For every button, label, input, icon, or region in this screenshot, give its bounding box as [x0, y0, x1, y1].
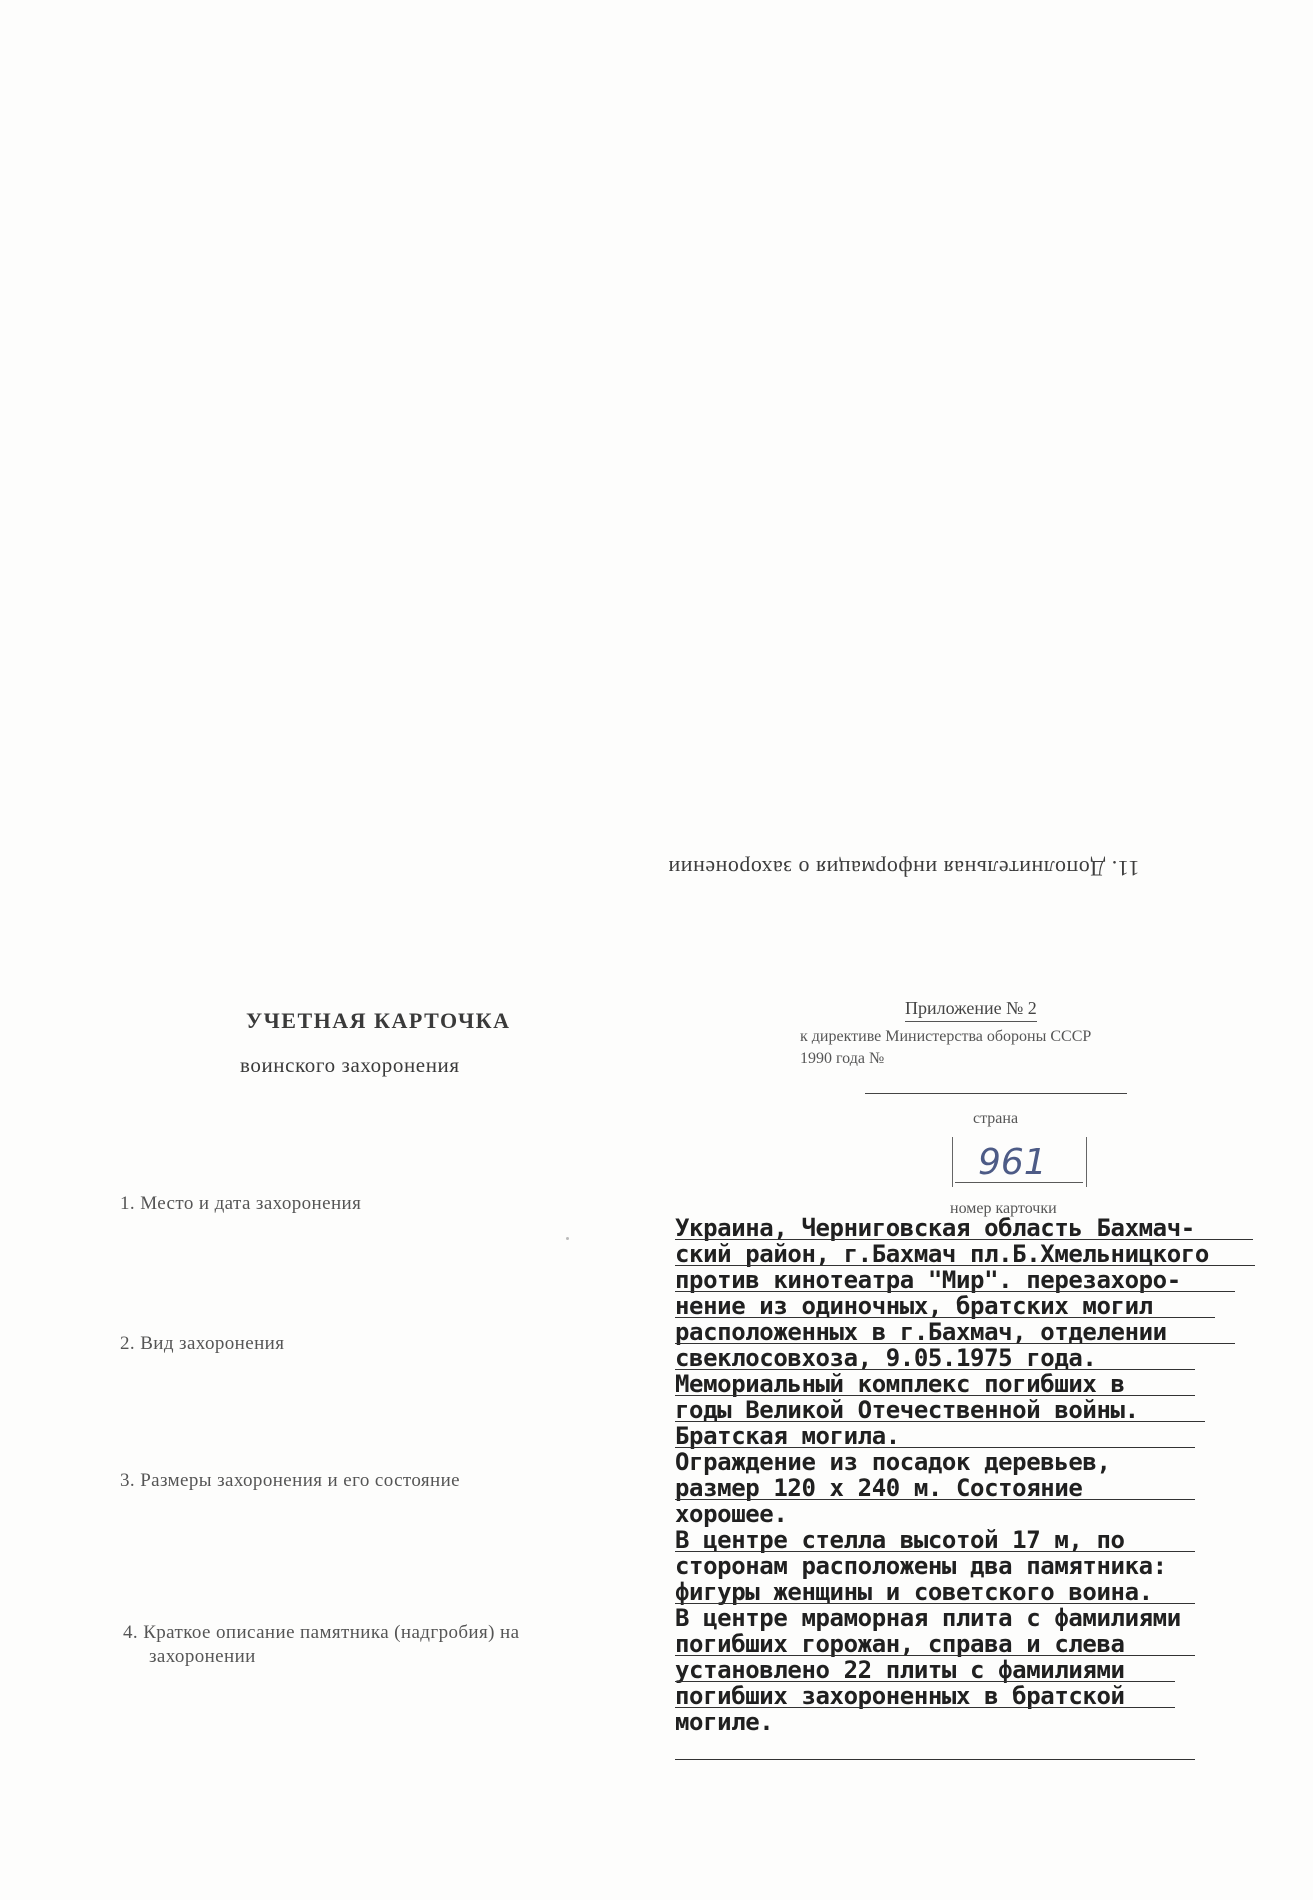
- answer-line: Братская могила.: [675, 1422, 900, 1450]
- answer-rule: [675, 1317, 1215, 1318]
- answer-line: Ограждение из посадок деревьев,: [675, 1448, 1111, 1476]
- stray-mark: [566, 1237, 569, 1240]
- answer-rule: [675, 1447, 1195, 1448]
- answer-rule: [675, 1655, 1195, 1656]
- card-title: УЧЕТНАЯ КАРТОЧКА: [246, 1008, 511, 1033]
- answer-line: Мемориальный комплекс погибших в: [675, 1370, 1125, 1398]
- question-3: 3. Размеры захоронения и его состояние: [120, 1470, 461, 1491]
- answer-line: расположенных в г.Бахмач, отделении: [675, 1318, 1167, 1346]
- card-number-handwritten: 961: [978, 1142, 1047, 1183]
- card-subtitle: воинского захоронения: [240, 1053, 460, 1077]
- answer-line: против кинотеатра "Мир". перезахоро-: [675, 1266, 1181, 1294]
- answer-line: установлено 22 плиты с фамилиями: [675, 1656, 1125, 1684]
- answer-line: сторонам расположены два памятника:: [675, 1552, 1167, 1580]
- appendix-label: Приложение № 2: [905, 998, 1037, 1022]
- answer-rule: [675, 1395, 1195, 1396]
- country-field-line: [865, 1093, 1127, 1094]
- answer-rule: [675, 1499, 1195, 1500]
- answer-line: хорошее.: [675, 1500, 788, 1528]
- answer-rule: [675, 1551, 1195, 1552]
- answer-rule: [675, 1759, 1195, 1760]
- answer-line: размер 120 x 240 м. Состояние: [675, 1474, 1083, 1502]
- question-4-line-1: 4. Краткое описание памятника (надгробия) на: [123, 1622, 520, 1643]
- answer-rule: [675, 1369, 1195, 1370]
- answer-line: В центре стелла высотой 17 м, по: [675, 1526, 1125, 1554]
- card-number-label: номер карточки: [950, 1200, 1057, 1217]
- directive-line-2: 1990 года №: [800, 1050, 885, 1067]
- answer-rule: [675, 1681, 1175, 1682]
- answer-line: ский район, г.Бахмач пл.Б.Хмельницкого: [675, 1240, 1209, 1268]
- answer-line: Украина, Черниговская область Бахмач-: [675, 1214, 1195, 1242]
- answer-line: фигуры женщины и советского воина.: [675, 1578, 1153, 1606]
- answer-line: нение из одиночных, братских могил: [675, 1292, 1153, 1320]
- directive-line-1: к директиве Министерства обороны СССР: [800, 1028, 1092, 1045]
- question-4-line-2: захоронении: [149, 1646, 256, 1667]
- answer-line: погибших захороненных в братской: [675, 1682, 1125, 1710]
- answer-rule: [675, 1239, 1253, 1240]
- answer-line: В центре мраморная плита с фамилиями: [675, 1604, 1181, 1632]
- answer-rule: [675, 1291, 1235, 1292]
- answer-rule: [675, 1707, 1175, 1708]
- answer-line: годы Великой Отечественной войны.: [675, 1396, 1139, 1424]
- answer-rule: [675, 1603, 1195, 1604]
- answer-rule: [675, 1343, 1235, 1344]
- answer-rule: [675, 1265, 1255, 1266]
- card-number-underline: [955, 1182, 1083, 1183]
- answer-line: свеклосовхоза, 9.05.1975 года.: [675, 1344, 1097, 1372]
- upside-down-section-header: 11. Дополнительная информация о захоронении: [668, 856, 1140, 881]
- question-2: 2. Вид захоронения: [120, 1333, 285, 1354]
- question-1: 1. Место и дата захоронения: [120, 1193, 362, 1214]
- country-label: страна: [973, 1110, 1019, 1127]
- answer-rule: [675, 1421, 1205, 1422]
- answer-line: могиле.: [675, 1708, 774, 1736]
- answer-line: погибших горожан, справа и слева: [675, 1630, 1125, 1658]
